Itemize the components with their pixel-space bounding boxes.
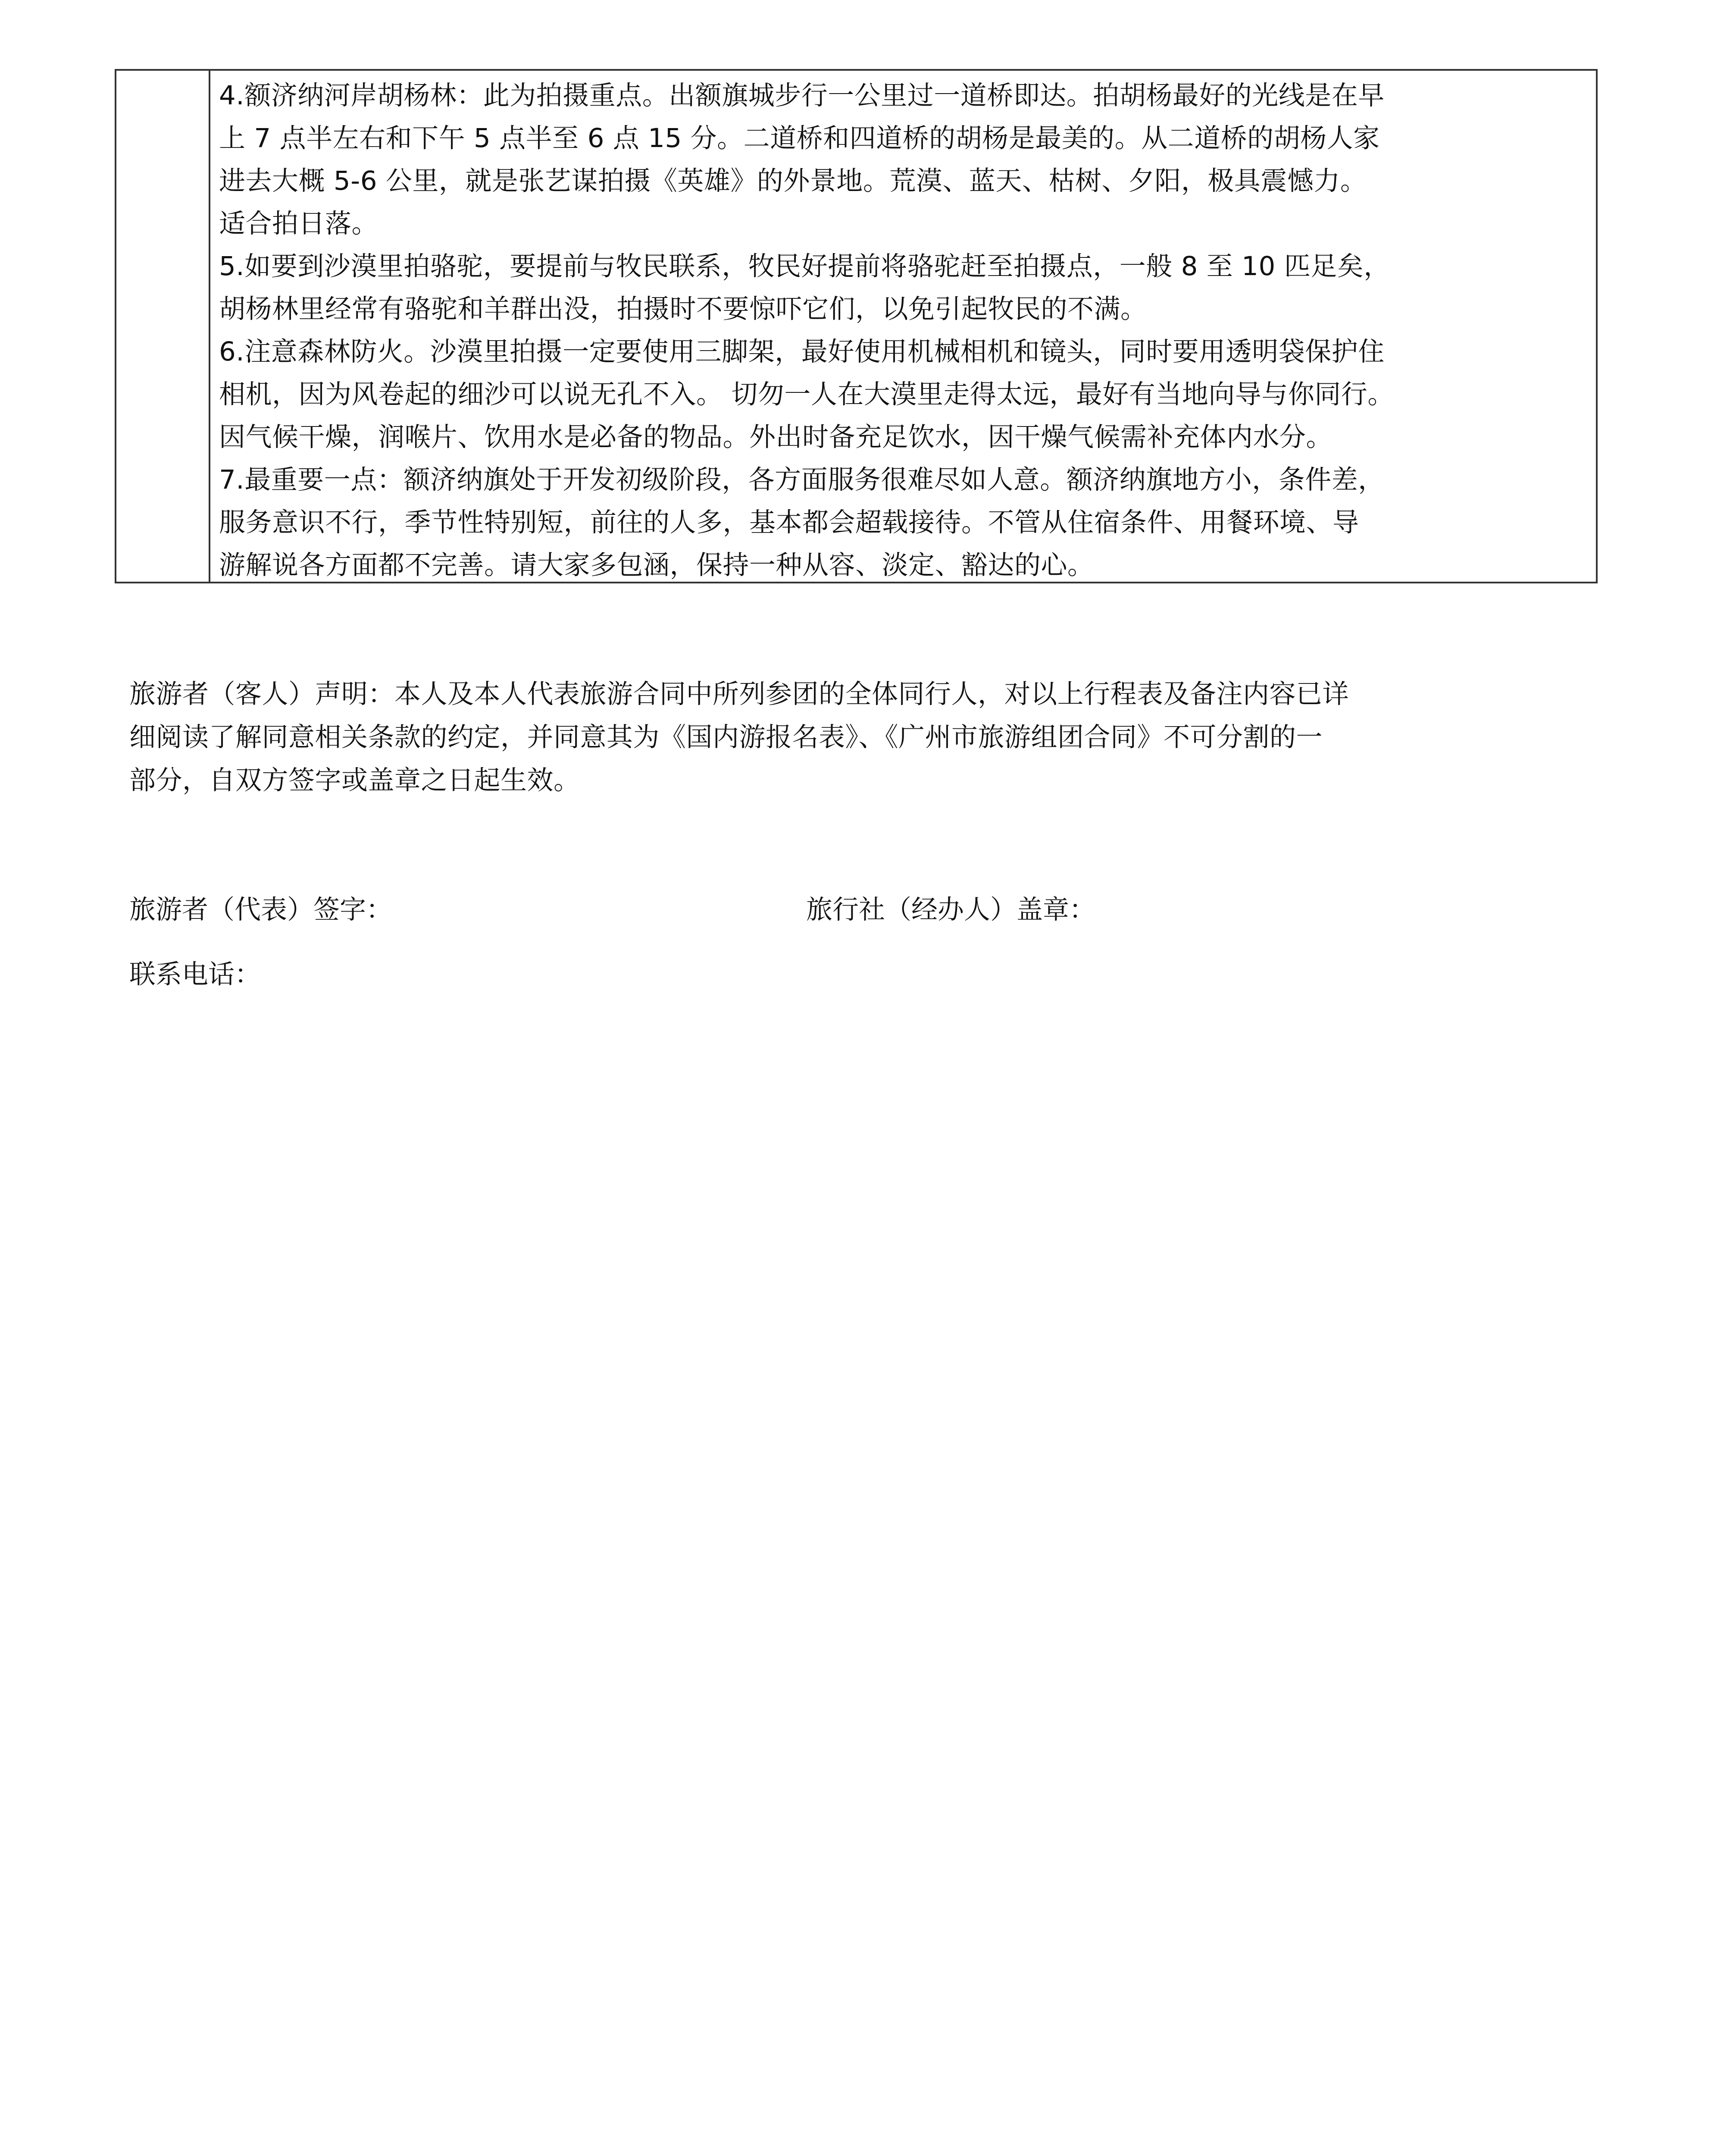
note-line: 相机，因为风卷起的细沙可以说无孔不入。 切勿一人在大漠里走得太远，最好有当地向导与你同行。: [219, 379, 1394, 410]
note-line: 胡杨林里经常有骆驼和羊群出没，拍摄时不要惊吓它们，以免引起牧民的不满。: [219, 294, 1147, 324]
notes-label-cell: [116, 71, 210, 582]
declaration-line: 部分，自双方签字或盖章之日起生效。: [129, 765, 580, 796]
note-line: 进去大概 5-6 公里，就是张艺谋拍摄《英雄》的外景地。荒漠、蓝天、枯树、夕阳，极具震憾力。: [219, 166, 1367, 196]
declaration-line: 旅游者（客人）声明：本人及本人代表旅游合同中所列参团的全体同行人，对以上行程表及备注内容已详: [129, 679, 1349, 709]
note-line: 4.额济纳河岸胡杨林：此为拍摄重点。出额旗城步行一公里过一道桥即达。拍胡杨最好的光线是在早: [219, 80, 1385, 111]
note-line: 游解说各方面都不完善。请大家多包涵，保持一种从容、淡定、豁达的心。: [219, 550, 1094, 580]
note-line: 适合拍日落。: [219, 208, 378, 239]
notes-content-cell: [210, 71, 1596, 582]
note-line: 上 7 点半左右和下午 5 点半至 6 点 15 分。二道桥和四道桥的胡杨是最美的。从二道桥的胡杨人家: [219, 123, 1380, 154]
note-line: 服务意识不行，季节性特别短，前往的人多，基本都会超载接待。不管从住宿条件、用餐环境、导: [219, 507, 1359, 538]
signature-row: [129, 888, 1595, 931]
note-line: 7.最重要一点：额济纳旗处于开发初级阶段，各方面服务很难尽如人意。额济纳旗地方小，条件差，: [219, 464, 1385, 495]
notes-table: [115, 69, 1598, 583]
declaration-line: 细阅读了解同意相关条款的约定，并同意其为《国内游报名表》、《广州市旅游组团合同》不可分割的一: [129, 722, 1323, 752]
agency-stamp-label: 旅行社（经办人）盖章：: [806, 894, 1096, 925]
contact-phone-label: 联系电话：: [129, 959, 261, 990]
note-line: 6.注意森林防火。沙漠里拍摄一定要使用三脚架，最好使用机械相机和镜头，同时要用透明袋保护住: [219, 336, 1385, 367]
note-line: 5.如要到沙漠里拍骆驼，要提前与牧民联系，牧民好提前将骆驼赶至拍摄点，一般 8 至 10 匹足矣，: [219, 251, 1390, 282]
traveler-declaration: [129, 673, 1595, 802]
note-line: 因气候干燥，润喉片、饮用水是必备的物品。外出时备充足饮水，因干燥气候需补充体内水分。: [219, 422, 1333, 452]
traveler-signature-label: 旅游者（代表）签字：: [129, 894, 393, 925]
